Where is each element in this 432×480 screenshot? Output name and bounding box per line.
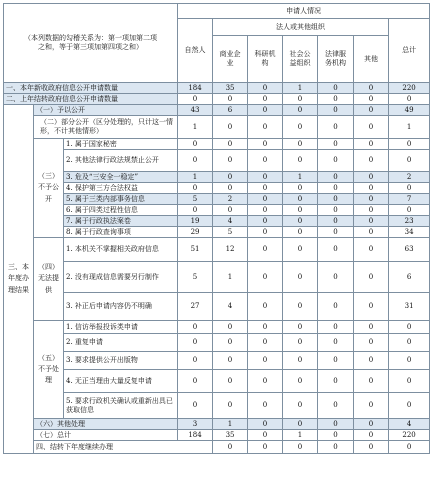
value-cell: 0 (354, 172, 389, 183)
value-cell: 0 (248, 441, 283, 454)
value-cell: 0 (354, 430, 389, 441)
value-cell: 49 (389, 105, 430, 116)
value-cell: 0 (389, 150, 430, 172)
table-row (4, 150, 430, 172)
value-cell: 0 (283, 139, 318, 150)
value-cell: 0 (213, 172, 248, 183)
group-label: （三）不予公开 (34, 139, 64, 238)
value-cell: 0 (354, 183, 389, 194)
value-cell: 0 (318, 94, 354, 105)
group-label: （四）无法提供 (34, 238, 64, 321)
value-cell: 4 (213, 216, 248, 227)
value-cell: 1 (283, 172, 318, 183)
value-cell: 0 (178, 321, 213, 334)
value-cell: 0 (318, 227, 354, 238)
table-row (4, 205, 430, 216)
value-cell: 184 (178, 430, 213, 441)
value-cell: 1 (178, 172, 213, 183)
value-cell: 0 (318, 194, 354, 205)
value-cell: 1 (283, 83, 318, 94)
value-cell: 0 (213, 352, 248, 370)
value-cell: 0 (354, 419, 389, 430)
value-cell: 0 (248, 352, 283, 370)
value-cell: 0 (318, 262, 354, 293)
value-cell: 0 (283, 334, 318, 352)
value-cell: 0 (283, 183, 318, 194)
value-cell: 5 (213, 227, 248, 238)
value-cell: 35 (213, 83, 248, 94)
value-cell: 0 (318, 139, 354, 150)
value-cell: 12 (213, 238, 248, 262)
row-label: 3. 要求提供公开出版物 (64, 352, 178, 370)
value-cell: 0 (318, 116, 354, 139)
value-cell: 0 (389, 94, 430, 105)
value-cell: 0 (248, 150, 283, 172)
value-cell: 0 (213, 321, 248, 334)
value-cell: 0 (318, 334, 354, 352)
value-cell: 0 (213, 370, 248, 393)
value-cell: 0 (248, 105, 283, 116)
value-cell: 0 (318, 430, 354, 441)
row-label: 一、本年新收政府信息公开申请数量 (4, 83, 178, 94)
value-cell: 1 (213, 419, 248, 430)
value-cell: 0 (283, 419, 318, 430)
value-cell: 0 (283, 441, 318, 454)
row-label: 1. 本机关不掌握相关政府信息 (64, 238, 178, 262)
value-cell: 0 (283, 238, 318, 262)
value-cell: 0 (318, 205, 354, 216)
value-cell: 0 (283, 227, 318, 238)
value-cell: 0 (178, 94, 213, 105)
row-label: 3. 危及“三安全一稳定” (64, 172, 178, 183)
value-cell: 0 (283, 216, 318, 227)
value-cell: 0 (283, 352, 318, 370)
value-cell: 0 (318, 216, 354, 227)
value-cell: 0 (318, 105, 354, 116)
value-cell: 0 (354, 205, 389, 216)
value-cell: 0 (283, 150, 318, 172)
value-cell: 27 (178, 293, 213, 321)
value-cell: 0 (248, 393, 283, 419)
row-label: （七）总计 (34, 430, 178, 441)
value-cell: 0 (178, 150, 213, 172)
row-label: 2. 其他法律行政法规禁止公开 (64, 150, 178, 172)
natural-person-header: 自然人 (178, 19, 213, 83)
value-cell: 34 (389, 227, 430, 238)
value-cell: 0 (389, 183, 430, 194)
value-cell: 0 (283, 393, 318, 419)
sub-column-header: 商业企业 (213, 36, 248, 83)
value-cell: 0 (283, 205, 318, 216)
sub-column-header: 其他 (354, 36, 389, 83)
row-label: 8. 属于行政查询事项 (64, 227, 178, 238)
value-cell: 4 (389, 419, 430, 430)
value-cell: 0 (354, 293, 389, 321)
value-cell: 0 (318, 293, 354, 321)
row-label: 1. 信访举报投诉类申请 (64, 321, 178, 334)
value-cell: 0 (178, 370, 213, 393)
table-row (4, 139, 430, 150)
row-label: 4. 无正当理由大量反复申请 (64, 370, 178, 393)
table-row (4, 94, 430, 105)
section-label: 三、本年度办理结果 (4, 105, 34, 454)
applicant-status-header: 申请人情况 (178, 4, 430, 19)
value-cell: 0 (354, 352, 389, 370)
value-cell: 0 (318, 352, 354, 370)
table-row (4, 430, 430, 441)
value-cell: 0 (354, 105, 389, 116)
value-cell: 4 (213, 293, 248, 321)
table-row (4, 419, 430, 430)
value-cell: 7 (389, 194, 430, 205)
value-cell: 35 (213, 430, 248, 441)
sub-column-header: 法律服务机构 (318, 36, 354, 83)
value-cell: 0 (213, 116, 248, 139)
value-cell: 0 (318, 183, 354, 194)
value-cell: 0 (318, 393, 354, 419)
value-cell: 51 (178, 238, 213, 262)
value-cell: 43 (178, 105, 213, 116)
value-cell: 0 (389, 393, 430, 419)
table-row (4, 262, 430, 293)
value-cell: 0 (248, 116, 283, 139)
value-cell: 0 (248, 205, 283, 216)
value-cell: 220 (389, 83, 430, 94)
value-cell: 0 (354, 194, 389, 205)
value-cell: 0 (248, 139, 283, 150)
corner-note: （本列数据的勾稽关系为：第一项加第二项之和，等于第三项加第四项之和） (4, 4, 178, 83)
value-cell: 0 (354, 262, 389, 293)
value-cell: 0 (354, 227, 389, 238)
table-row (4, 194, 430, 205)
value-cell: 2 (213, 194, 248, 205)
row-label: （二）部分公开（区分处理的，只计这一情形，不计其他情形） (34, 116, 178, 139)
table-row (4, 441, 430, 454)
row-label: 3. 补正后申请内容仍不明确 (64, 293, 178, 321)
value-cell: 0 (213, 205, 248, 216)
value-cell: 0 (213, 441, 248, 454)
value-cell: 0 (178, 352, 213, 370)
value-cell: 0 (248, 334, 283, 352)
table-row (4, 370, 430, 393)
value-cell: 220 (389, 430, 430, 441)
table-row (4, 116, 430, 139)
value-cell: 0 (283, 105, 318, 116)
value-cell: 0 (389, 205, 430, 216)
value-cell: 0 (213, 183, 248, 194)
value-cell: 1 (283, 430, 318, 441)
value-cell: 0 (248, 172, 283, 183)
row-label: 5. 属于三类内部事务信息 (64, 194, 178, 205)
row-label: 4. 保护第三方合法权益 (64, 183, 178, 194)
total-header: 总计 (389, 19, 430, 83)
value-cell: 0 (389, 321, 430, 334)
value-cell: 0 (389, 352, 430, 370)
value-cell: 0 (178, 393, 213, 419)
value-cell: 0 (248, 183, 283, 194)
table-row (4, 183, 430, 194)
value-cell: 0 (318, 83, 354, 94)
value-cell: 0 (248, 216, 283, 227)
value-cell: 0 (318, 150, 354, 172)
value-cell: 0 (354, 393, 389, 419)
value-cell: 19 (178, 216, 213, 227)
value-cell: 0 (318, 419, 354, 430)
value-cell: 0 (178, 205, 213, 216)
row-label: 四、结转下年度继续办理 (34, 441, 213, 454)
value-cell: 0 (354, 83, 389, 94)
value-cell: 0 (318, 441, 354, 454)
value-cell: 0 (213, 139, 248, 150)
value-cell: 23 (389, 216, 430, 227)
table-row (4, 352, 430, 370)
group-label: （五）不予处理 (34, 321, 64, 419)
value-cell: 0 (283, 194, 318, 205)
value-cell: 0 (354, 441, 389, 454)
table-row (4, 227, 430, 238)
value-cell: 0 (213, 393, 248, 419)
value-cell: 0 (354, 94, 389, 105)
value-cell: 3 (178, 419, 213, 430)
value-cell: 0 (354, 321, 389, 334)
value-cell: 0 (248, 227, 283, 238)
value-cell: 0 (283, 262, 318, 293)
value-cell: 0 (283, 116, 318, 139)
value-cell: 0 (178, 334, 213, 352)
sub-column-header: 科研机构 (248, 36, 283, 83)
table-row (4, 293, 430, 321)
row-label: 6. 属于四类过程性信息 (64, 205, 178, 216)
row-label: （一）予以公开 (34, 105, 178, 116)
row-label: 5. 要求行政机关确认或重新出具已获取信息 (64, 393, 178, 419)
value-cell: 0 (389, 139, 430, 150)
value-cell: 6 (213, 105, 248, 116)
table-row (4, 321, 430, 334)
value-cell: 0 (283, 321, 318, 334)
value-cell: 0 (213, 94, 248, 105)
value-cell: 0 (213, 150, 248, 172)
row-label: 2. 没有现成信息需要另行制作 (64, 262, 178, 293)
table-row (4, 83, 430, 94)
value-cell: 0 (248, 321, 283, 334)
value-cell: 0 (318, 321, 354, 334)
value-cell: 2 (389, 172, 430, 183)
table-row (4, 238, 430, 262)
value-cell: 0 (248, 194, 283, 205)
value-cell: 0 (248, 238, 283, 262)
value-cell: 0 (354, 139, 389, 150)
value-cell: 184 (178, 83, 213, 94)
row-label: 7. 属于行政执法案卷 (64, 216, 178, 227)
value-cell: 0 (178, 139, 213, 150)
table-row (4, 172, 430, 183)
table-row (4, 216, 430, 227)
value-cell: 0 (248, 94, 283, 105)
value-cell: 0 (248, 83, 283, 94)
value-cell: 0 (389, 334, 430, 352)
value-cell: 0 (213, 334, 248, 352)
value-cell: 29 (178, 227, 213, 238)
value-cell: 0 (389, 441, 430, 454)
legal-org-header: 法人或其他组织 (213, 19, 389, 36)
value-cell: 0 (248, 293, 283, 321)
disclosure-report-table (3, 3, 430, 454)
row-label: 二、上年结转政府信息公开申请数量 (4, 94, 178, 105)
sub-column-header: 社会公益组织 (283, 36, 318, 83)
value-cell: 0 (354, 238, 389, 262)
value-cell: 0 (354, 216, 389, 227)
value-cell: 5 (178, 194, 213, 205)
value-cell: 5 (178, 262, 213, 293)
table-row (4, 393, 430, 419)
value-cell: 0 (354, 116, 389, 139)
value-cell: 6 (389, 262, 430, 293)
value-cell: 0 (354, 334, 389, 352)
value-cell: 1 (178, 116, 213, 139)
value-cell: 0 (283, 370, 318, 393)
table-row (4, 105, 430, 116)
row-label: （六）其他处理 (34, 419, 178, 430)
row-label: 2. 重复申请 (64, 334, 178, 352)
value-cell: 0 (389, 370, 430, 393)
value-cell: 0 (318, 370, 354, 393)
value-cell: 0 (248, 419, 283, 430)
value-cell: 0 (354, 150, 389, 172)
value-cell: 0 (248, 262, 283, 293)
table-row (4, 334, 430, 352)
value-cell: 63 (389, 238, 430, 262)
value-cell: 0 (318, 238, 354, 262)
value-cell: 0 (283, 94, 318, 105)
row-label: 1. 属于国家秘密 (64, 139, 178, 150)
value-cell: 0 (318, 172, 354, 183)
value-cell: 1 (213, 262, 248, 293)
value-cell: 0 (178, 183, 213, 194)
value-cell: 0 (248, 370, 283, 393)
value-cell: 31 (389, 293, 430, 321)
value-cell: 0 (248, 430, 283, 441)
value-cell: 0 (283, 293, 318, 321)
value-cell: 1 (389, 116, 430, 139)
value-cell: 0 (354, 370, 389, 393)
